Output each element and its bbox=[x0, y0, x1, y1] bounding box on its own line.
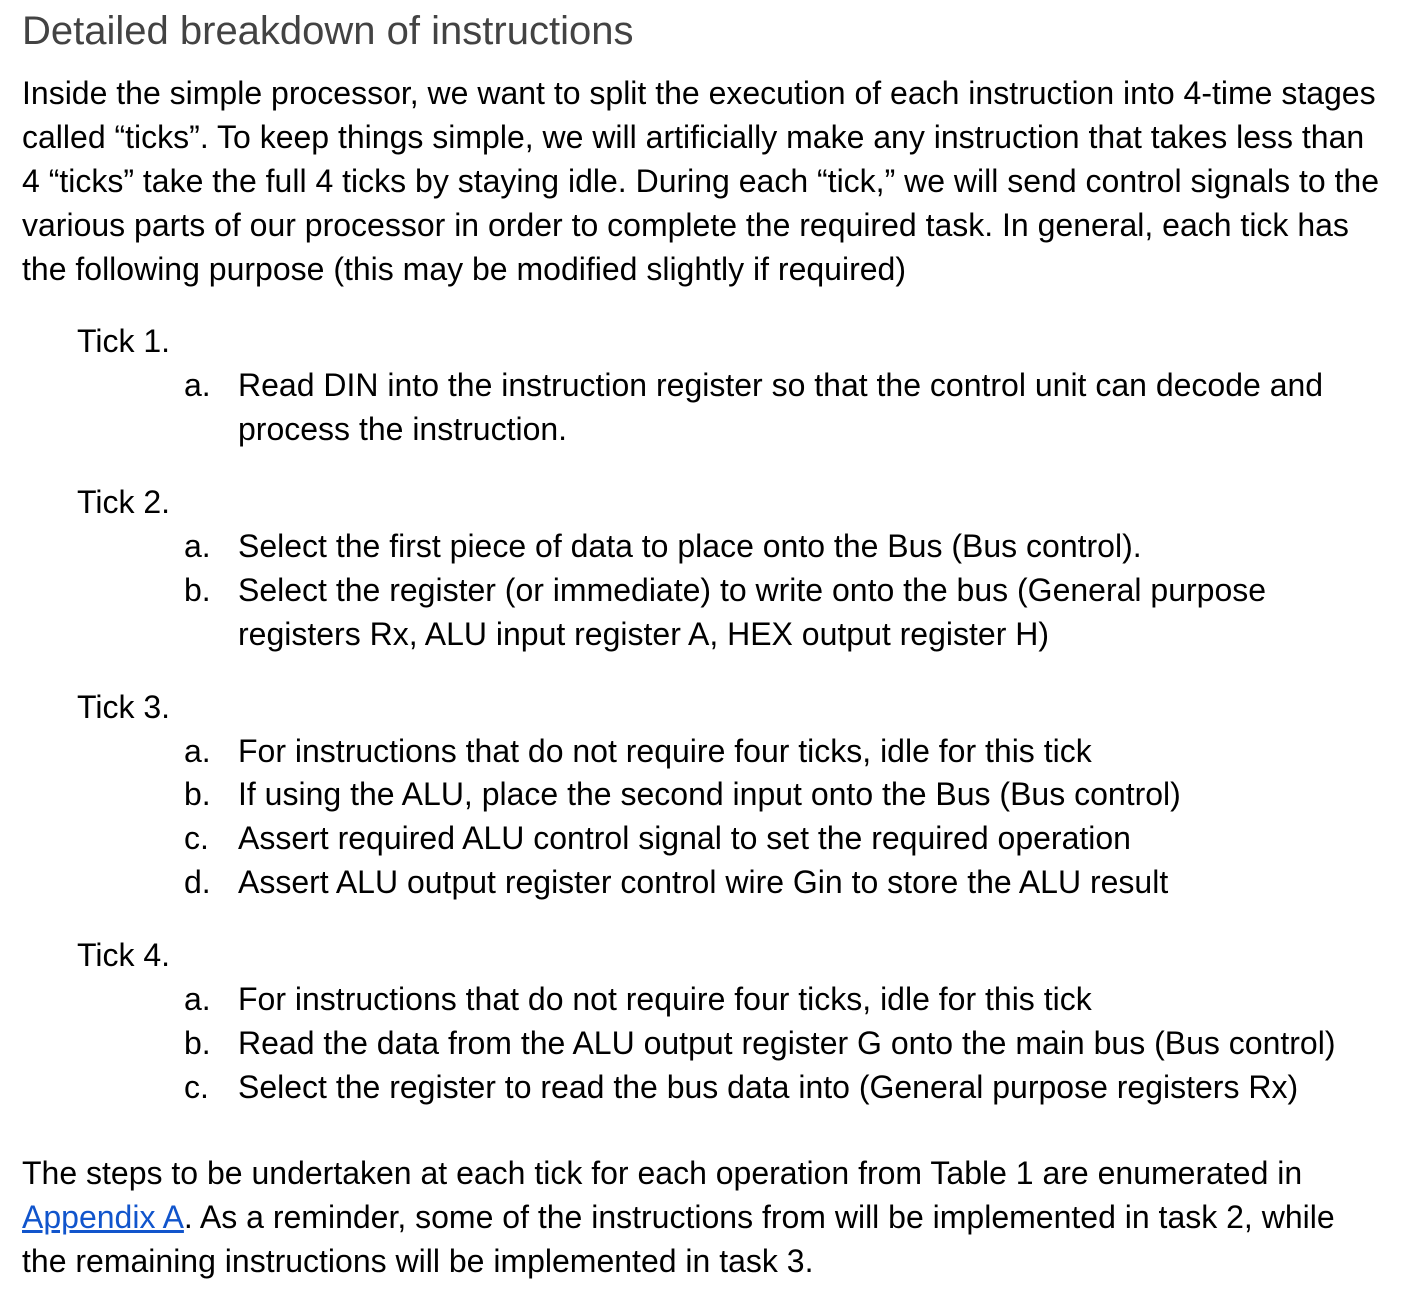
list-item-text: Read the data from the ALU output register G onto the main bus (Bus control) bbox=[238, 1025, 1336, 1061]
tick-4-step-c bbox=[184, 1065, 1379, 1109]
tick-3-step-c bbox=[184, 816, 1379, 860]
list-item-text: Assert ALU output register control wire Gin to store the ALU result bbox=[238, 864, 1169, 900]
list-item-text: Assert required ALU control signal to set the required operation bbox=[238, 820, 1131, 856]
list-marker: a. bbox=[184, 367, 211, 403]
outro-text-end: . As a reminder, some of the instructions from will be implemented in task 2, while the remaining instructions will be implemented in task 3. bbox=[22, 1199, 1335, 1279]
appendix-a-link[interactable]: Appendix A bbox=[22, 1199, 184, 1235]
list-marker: a. bbox=[184, 528, 211, 564]
list-marker: c. bbox=[184, 1069, 209, 1105]
list-item-text: Select the register (or immediate) to write onto the bus (General purpose registers Rx, ALU input register A, HEX output register H) bbox=[238, 572, 1267, 652]
tick-4-step-b bbox=[184, 1021, 1379, 1065]
tick-3-label: Tick 3. bbox=[77, 689, 171, 725]
list-item-text: Select the first piece of data to place onto the Bus (Bus control). bbox=[238, 528, 1142, 564]
tick-3-step-d bbox=[184, 860, 1379, 904]
outro-text-start: The steps to be undertaken at each tick for each operation from Table 1 are enumerated in bbox=[22, 1155, 1303, 1191]
list-item-text: If using the ALU, place the second input onto the Bus (Bus control) bbox=[238, 776, 1181, 812]
list-marker: b. bbox=[184, 1025, 211, 1061]
list-item-text: Select the register to read the bus data into (General purpose registers Rx) bbox=[238, 1069, 1299, 1105]
tick-1-step-a bbox=[184, 363, 1379, 451]
list-marker: c. bbox=[184, 820, 209, 856]
list-item-text: For instructions that do not require four ticks, idle for this tick bbox=[238, 733, 1092, 769]
tick-1-label: Tick 1. bbox=[77, 323, 171, 359]
list-marker: b. bbox=[184, 776, 211, 812]
tick-2-label: Tick 2. bbox=[77, 484, 171, 520]
list-marker: a. bbox=[184, 981, 211, 1017]
tick-2-step-a bbox=[184, 524, 1379, 568]
list-marker: b. bbox=[184, 572, 211, 608]
list-item-text: For instructions that do not require four ticks, idle for this tick bbox=[238, 981, 1092, 1017]
list-item-text: Read DIN into the instruction register so that the control unit can decode and process the instruction. bbox=[238, 367, 1324, 447]
outro-paragraph bbox=[22, 1151, 1372, 1283]
tick-3-step-a bbox=[184, 729, 1379, 773]
tick-3-step-b bbox=[184, 772, 1379, 816]
tick-4-label: Tick 4. bbox=[77, 937, 171, 973]
tick-4-step-a bbox=[184, 977, 1379, 1021]
intro-paragraph: Inside the simple processor, we want to split the execution of each instruction into 4-time stages called “ticks”. To keep things simple, we will artificially make any instruction that takes less than 4 “ticks” take the full 4 ticks by staying idle. During each “tick,” we will send control signals to the various parts of our processor in order to complete the required task. In general, each tick has the following purpose (this may be modified slightly if required) bbox=[22, 75, 1380, 287]
tick-2-step-b bbox=[184, 568, 1379, 656]
section-heading: Detailed breakdown of instructions bbox=[22, 9, 634, 53]
list-marker: a. bbox=[184, 733, 211, 769]
list-marker: d. bbox=[184, 864, 211, 900]
